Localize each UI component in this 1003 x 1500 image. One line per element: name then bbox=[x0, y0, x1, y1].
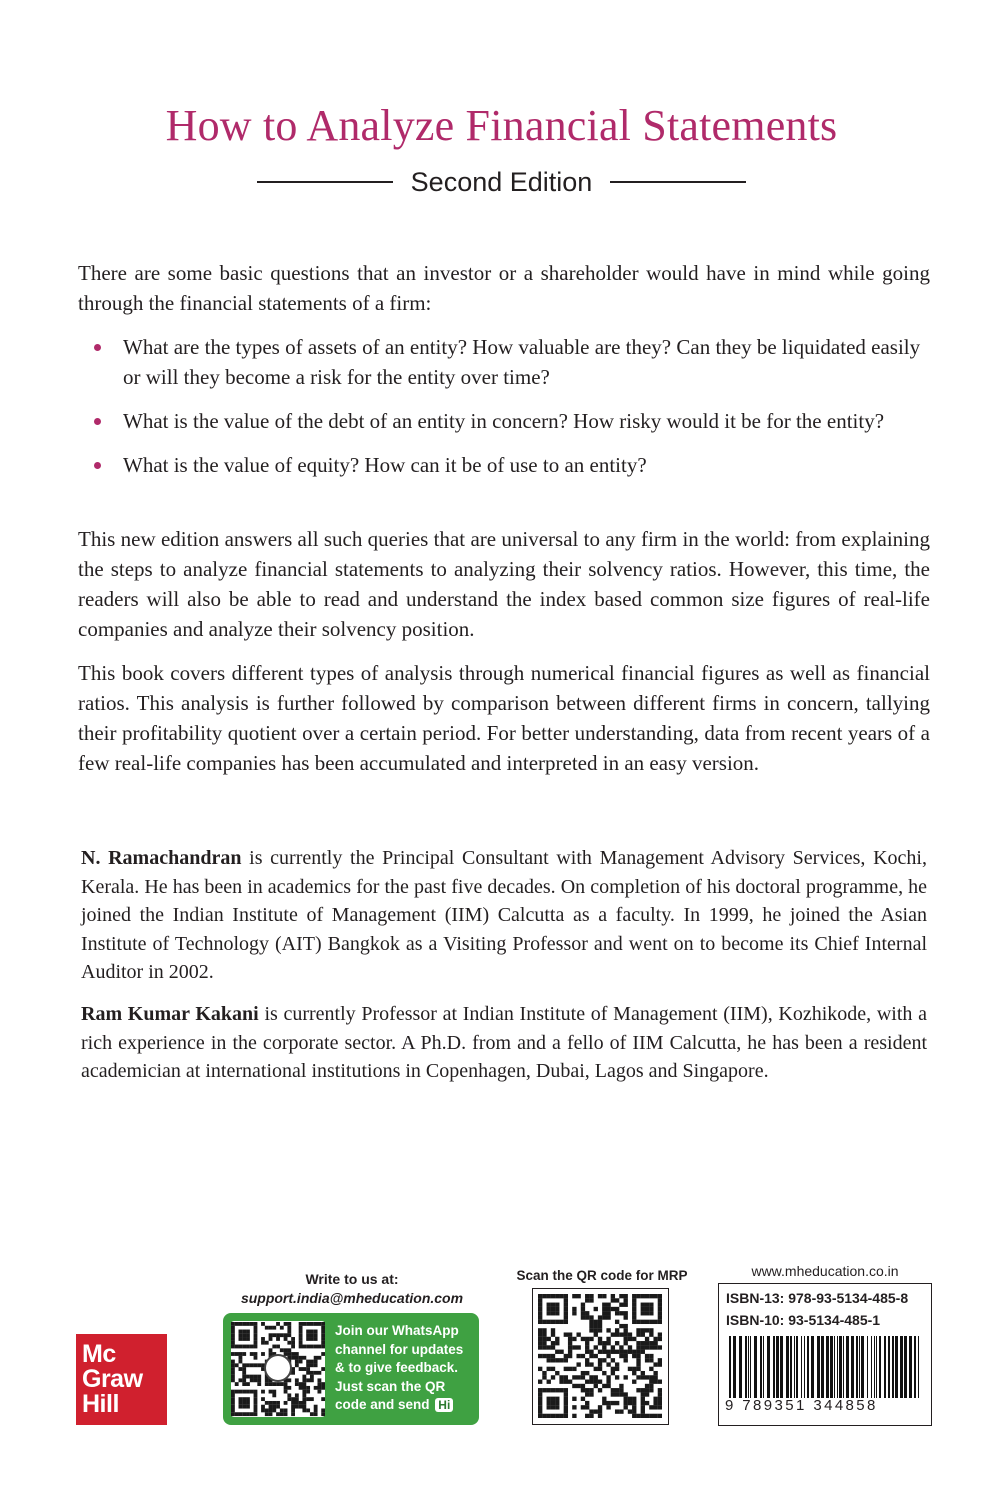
author-bio: is currently the Principal Consultant with Management Advisory Services, Kochi, Kerala. He has been in academics for the past five decades. On completion of his doctoral programme, he joined the Indian Institute of Management (IIM) Calcutta as a faculty. In 1999, he joined the Asian Institute of Technology (AIT) Bangkok as a Visiting Professor and went on to become its Chief Internal Auditor in 2002. bbox=[81, 847, 927, 983]
publisher-logo bbox=[76, 1334, 167, 1425]
edition-rule-right bbox=[610, 181, 746, 183]
bullet-icon bbox=[94, 344, 101, 351]
whatsapp-text bbox=[335, 1322, 475, 1415]
intro-paragraph bbox=[78, 258, 930, 318]
list-item bbox=[78, 332, 930, 392]
list-item-text: What is the value of equity? How can it be of use to an entity? bbox=[123, 453, 647, 477]
description-paragraph-1 bbox=[78, 524, 930, 644]
barcode-icon bbox=[729, 1336, 921, 1398]
isbn-13: ISBN-13: 978-93-5134-485-8 bbox=[726, 1290, 909, 1306]
paragraph-text: This book covers different types of analysis through numerical financial figures as well as financial ratios. This analysis is further followed by comparison between different firms in concern, tallying their profitability quotient over a certain period. For better understanding, data from recent years of a few real-life companies has been accumulated and interpreted in an easy version. bbox=[78, 661, 930, 775]
edition-rule-left bbox=[257, 181, 393, 183]
whatsapp-icon bbox=[264, 1354, 292, 1382]
intro-text: There are some basic questions that an investor or a shareholder would have in mind while going through the financial statements of a firm: bbox=[78, 261, 930, 315]
list-item-text: What is the value of the debt of an entity in concern? How risky would it be for the entity? bbox=[123, 409, 885, 433]
author-name: N. Ramachandran bbox=[81, 847, 242, 869]
logo-line: Mc bbox=[82, 1340, 116, 1368]
description-paragraph-2 bbox=[78, 658, 930, 778]
whatsapp-message: Join our WhatsApp channel for updates & to give feedback. Just scan the QR code and send bbox=[335, 1323, 464, 1412]
author-bio: is currently Professor at Indian Institute of Management (IIM), Kozhikode, with a rich experience in the corporate sector. A Ph.D. from and a fello of IIM Calcutta, he has been a resident academician at international institutions in Copenhagen, Dubai, Lagos and Singapore. bbox=[81, 1003, 927, 1082]
support-email[interactable]: support.india@mheducation.com bbox=[240, 1290, 464, 1306]
logo-line: Graw bbox=[82, 1365, 143, 1393]
paragraph-text: This new edition answers all such queries that are universal to any firm in the world: from explaining the steps to analyze financial statements to analyzing their solvency ratios. However, this time, the readers will also be able to read and understand the index based common size figures of real-life companies and analyze their solvency position. bbox=[78, 527, 930, 641]
list-item-text: What are the types of assets of an entity? How valuable are they? Can they be liquidated easily or will they become a risk for the entity over time? bbox=[123, 335, 921, 389]
hi-badge: Hi bbox=[435, 1398, 453, 1412]
author-bio-ramachandran bbox=[81, 844, 927, 987]
author-bio-kakani bbox=[81, 1000, 927, 1086]
isbn-block bbox=[718, 1283, 932, 1426]
bullet-icon bbox=[94, 418, 101, 425]
publisher-website[interactable]: www.mheducation.co.in bbox=[751, 1263, 899, 1279]
author-name: Ram Kumar Kakani bbox=[81, 1003, 259, 1025]
whatsapp-panel bbox=[223, 1313, 479, 1425]
barcode-digits: 9 789351 344858 bbox=[725, 1397, 878, 1414]
list-item bbox=[78, 450, 930, 480]
mrp-qr-code[interactable] bbox=[532, 1288, 669, 1425]
logo-line: Hill bbox=[82, 1390, 119, 1418]
qr-code-icon bbox=[538, 1294, 662, 1418]
book-title: How to Analyze Financial Statements bbox=[165, 101, 838, 150]
edition-row bbox=[0, 162, 1003, 202]
mrp-label: Scan the QR code for MRP bbox=[516, 1268, 688, 1283]
whatsapp-qr-code[interactable] bbox=[231, 1321, 325, 1417]
question-list bbox=[78, 332, 930, 494]
isbn-10: ISBN-10: 93-5134-485-1 bbox=[726, 1312, 881, 1328]
list-item bbox=[78, 406, 930, 436]
bullet-icon bbox=[94, 462, 101, 469]
write-to-us-label: Write to us at: bbox=[305, 1271, 399, 1287]
edition-label: Second Edition bbox=[410, 166, 593, 197]
